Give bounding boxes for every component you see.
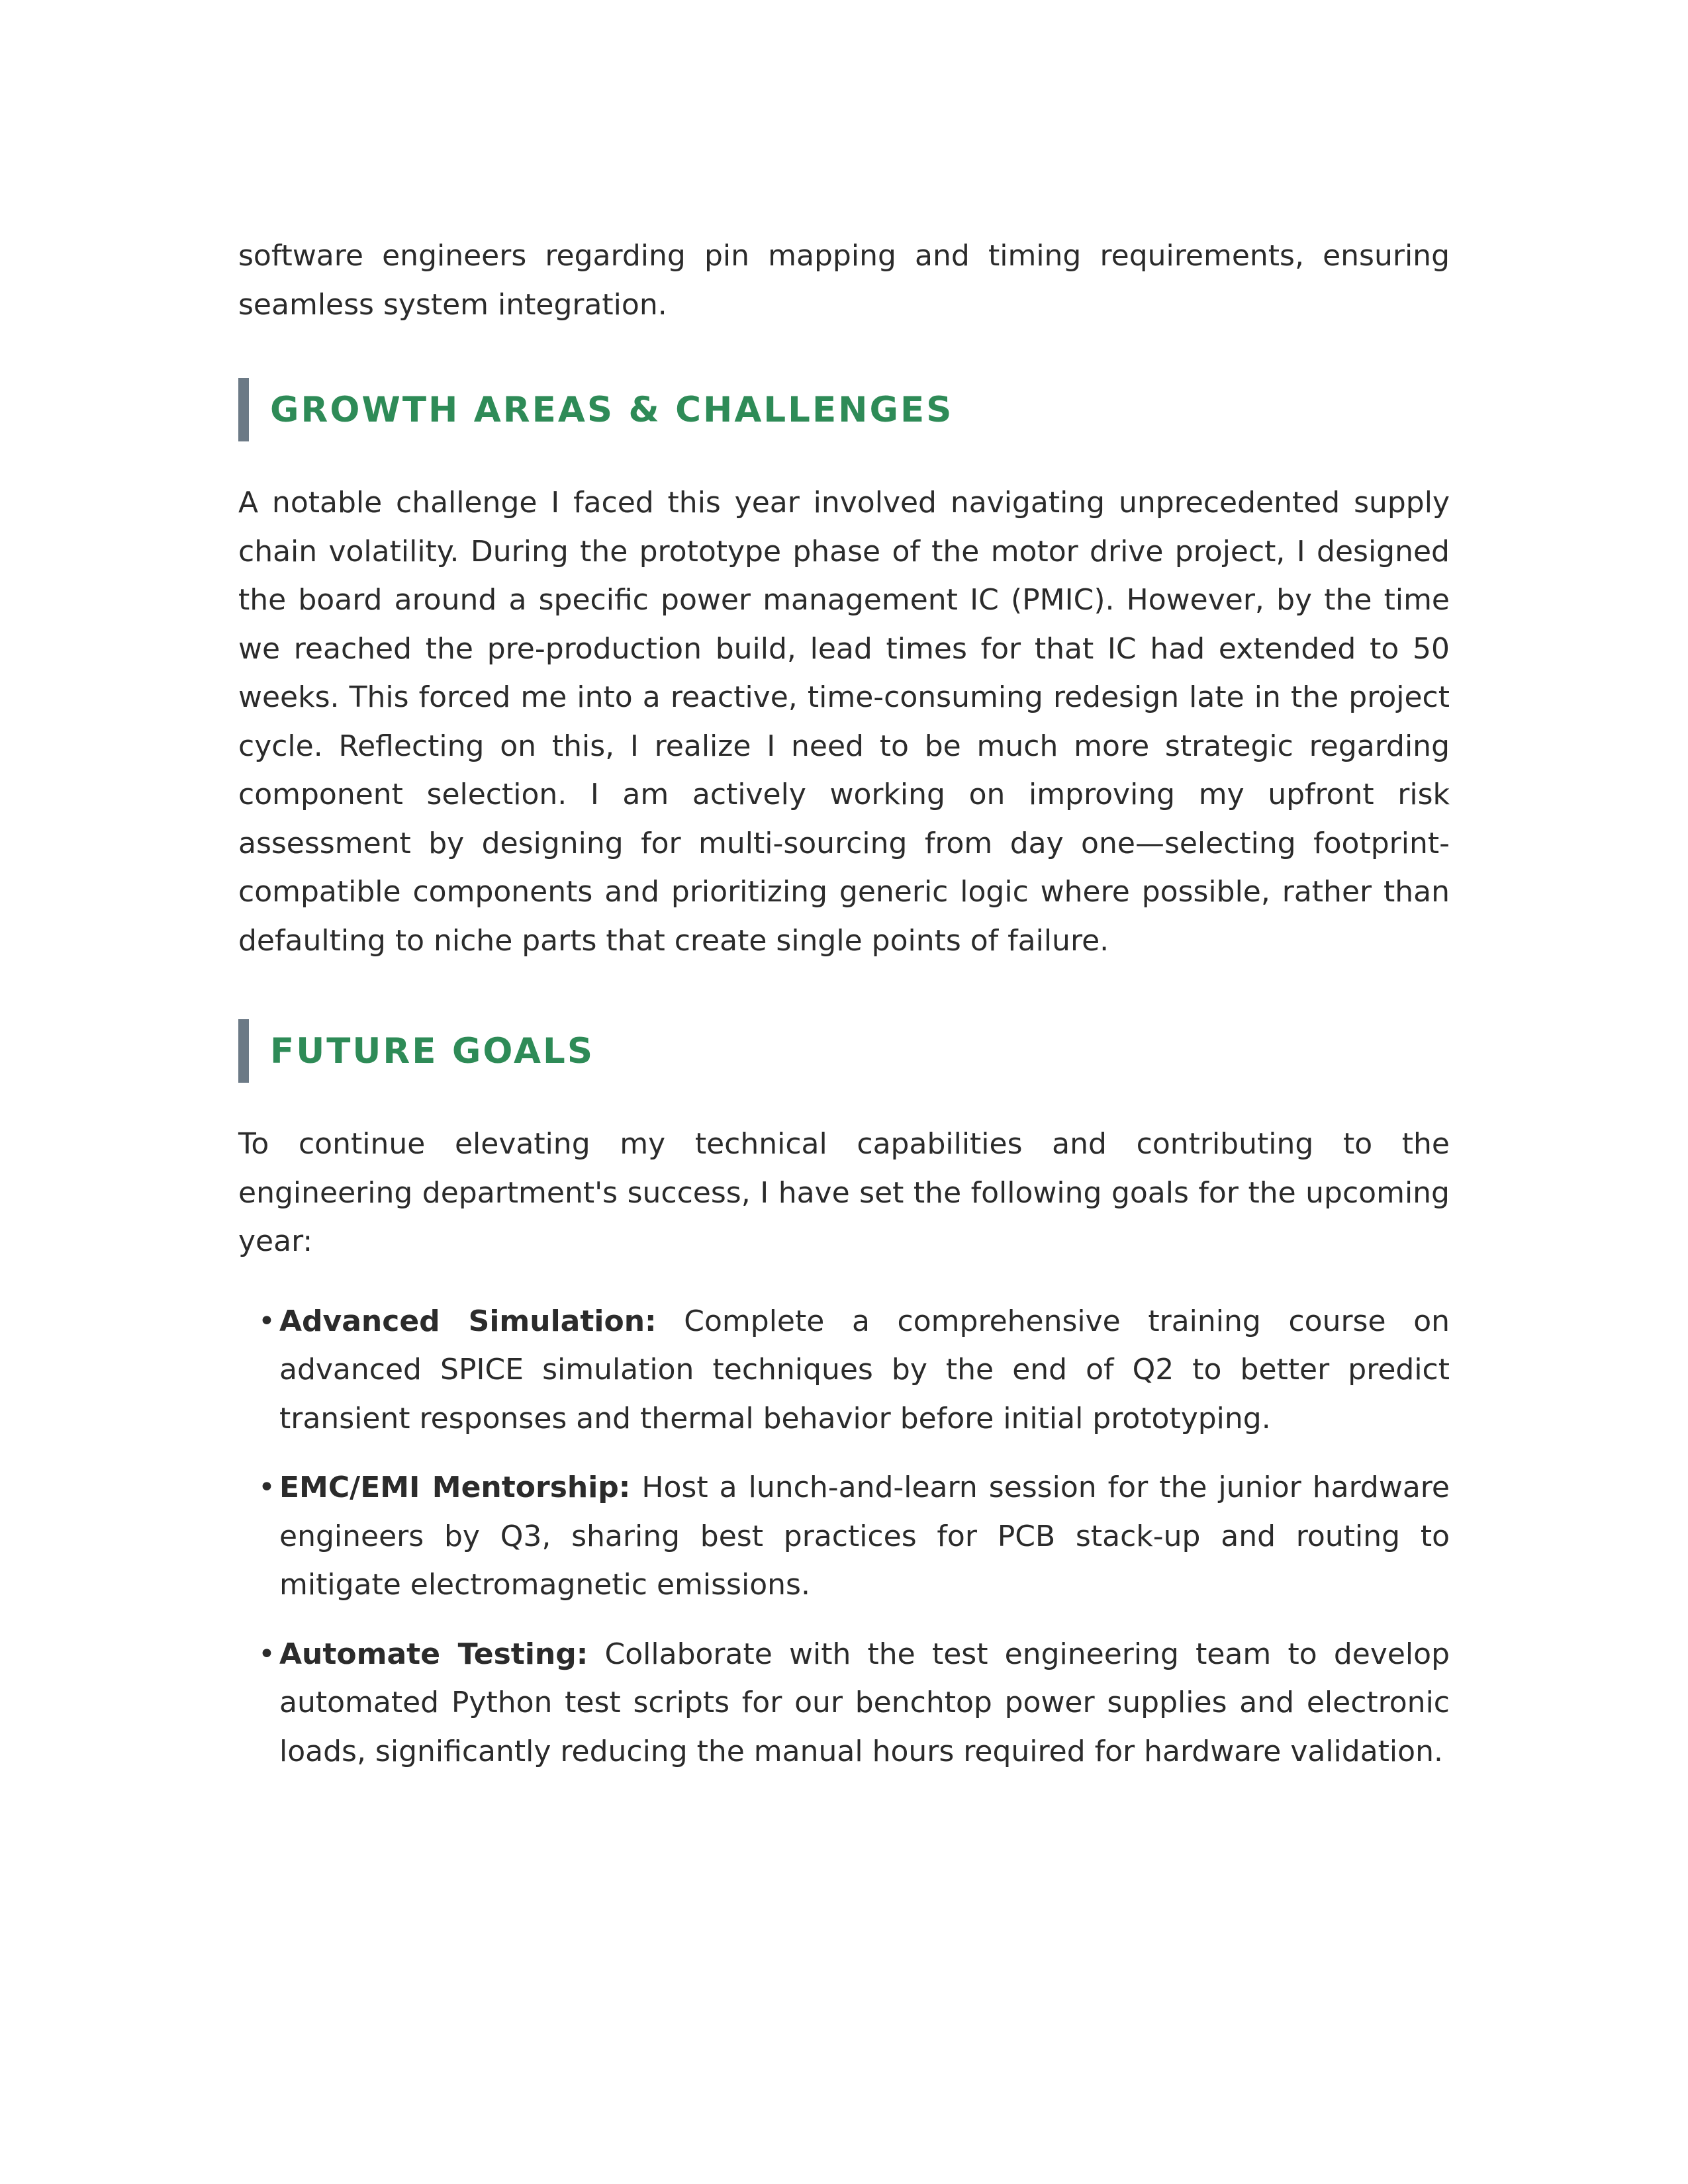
future-heading-title: FUTURE GOALS: [270, 1030, 594, 1071]
future-intro-paragraph: To continue elevating my technical capabilities and contributing to the engineering department's success, I have set the following goals for the upcoming year:: [238, 1127, 1450, 1258]
future-section-heading: [238, 1019, 1450, 1083]
bullet-icon: •: [258, 1471, 275, 1504]
bullet-icon: •: [258, 1304, 275, 1338]
heading-accent-bar: [238, 378, 249, 441]
growth-section-heading: [238, 378, 1450, 441]
goal-lead: Advanced Simulation:: [279, 1304, 657, 1338]
bullet-icon: •: [258, 1637, 275, 1671]
goal-item: [238, 1630, 1450, 1776]
growth-heading-title: GROWTH AREAS & CHALLENGES: [270, 389, 954, 430]
goals-list: [238, 1297, 1450, 1776]
heading-accent-bar: [238, 1019, 249, 1083]
goal-text: Collaborate with the test engineering team to develop automated Python test scripts for our benchtop power supplies and electronic loads, significantly reducing the manual hours required for hardware validation.: [279, 1637, 1450, 1768]
continuation-paragraph: software engineers regarding pin mapping and timing requirements, ensuring seamless system integration.: [238, 239, 1450, 322]
growth-paragraph: A notable challenge I faced this year involved navigating unprecedented supply chain volatility. During the prototype phase of the motor drive project, I designed the board around a specific power management IC (PMIC). However, by the time we reached the pre-production build, lead times for that IC had extended to 50 weeks. This forced me into a reactive, time-consuming redesign late in the project cycle. Reflecting on this, I realize I need to be much more strategic regarding component selection. I am actively working on improving my upfront risk assessment by designing for multi-sourcing from day one—selecting footprint-compatible components and prioritizing generic logic where possible, rather than defaulting to niche parts that create single points of failure.: [238, 486, 1450, 958]
goal-lead: EMC/EMI Mentorship:: [279, 1471, 631, 1504]
goal-lead: Automate Testing:: [279, 1637, 588, 1671]
goal-text: Host a lunch-and-learn session for the junior hardware engineers by Q3, sharing best practices for PCB stack-up and routing to mitigate electromagnetic emissions.: [279, 1471, 1450, 1602]
document-page: [238, 232, 1450, 1796]
goal-item: [238, 1297, 1450, 1443]
goal-item: [238, 1463, 1450, 1610]
goal-text: Complete a comprehensive training course on advanced SPICE simulation techniques by the end of Q2 to better predict transient responses and thermal behavior before initial prototyping.: [279, 1304, 1450, 1435]
